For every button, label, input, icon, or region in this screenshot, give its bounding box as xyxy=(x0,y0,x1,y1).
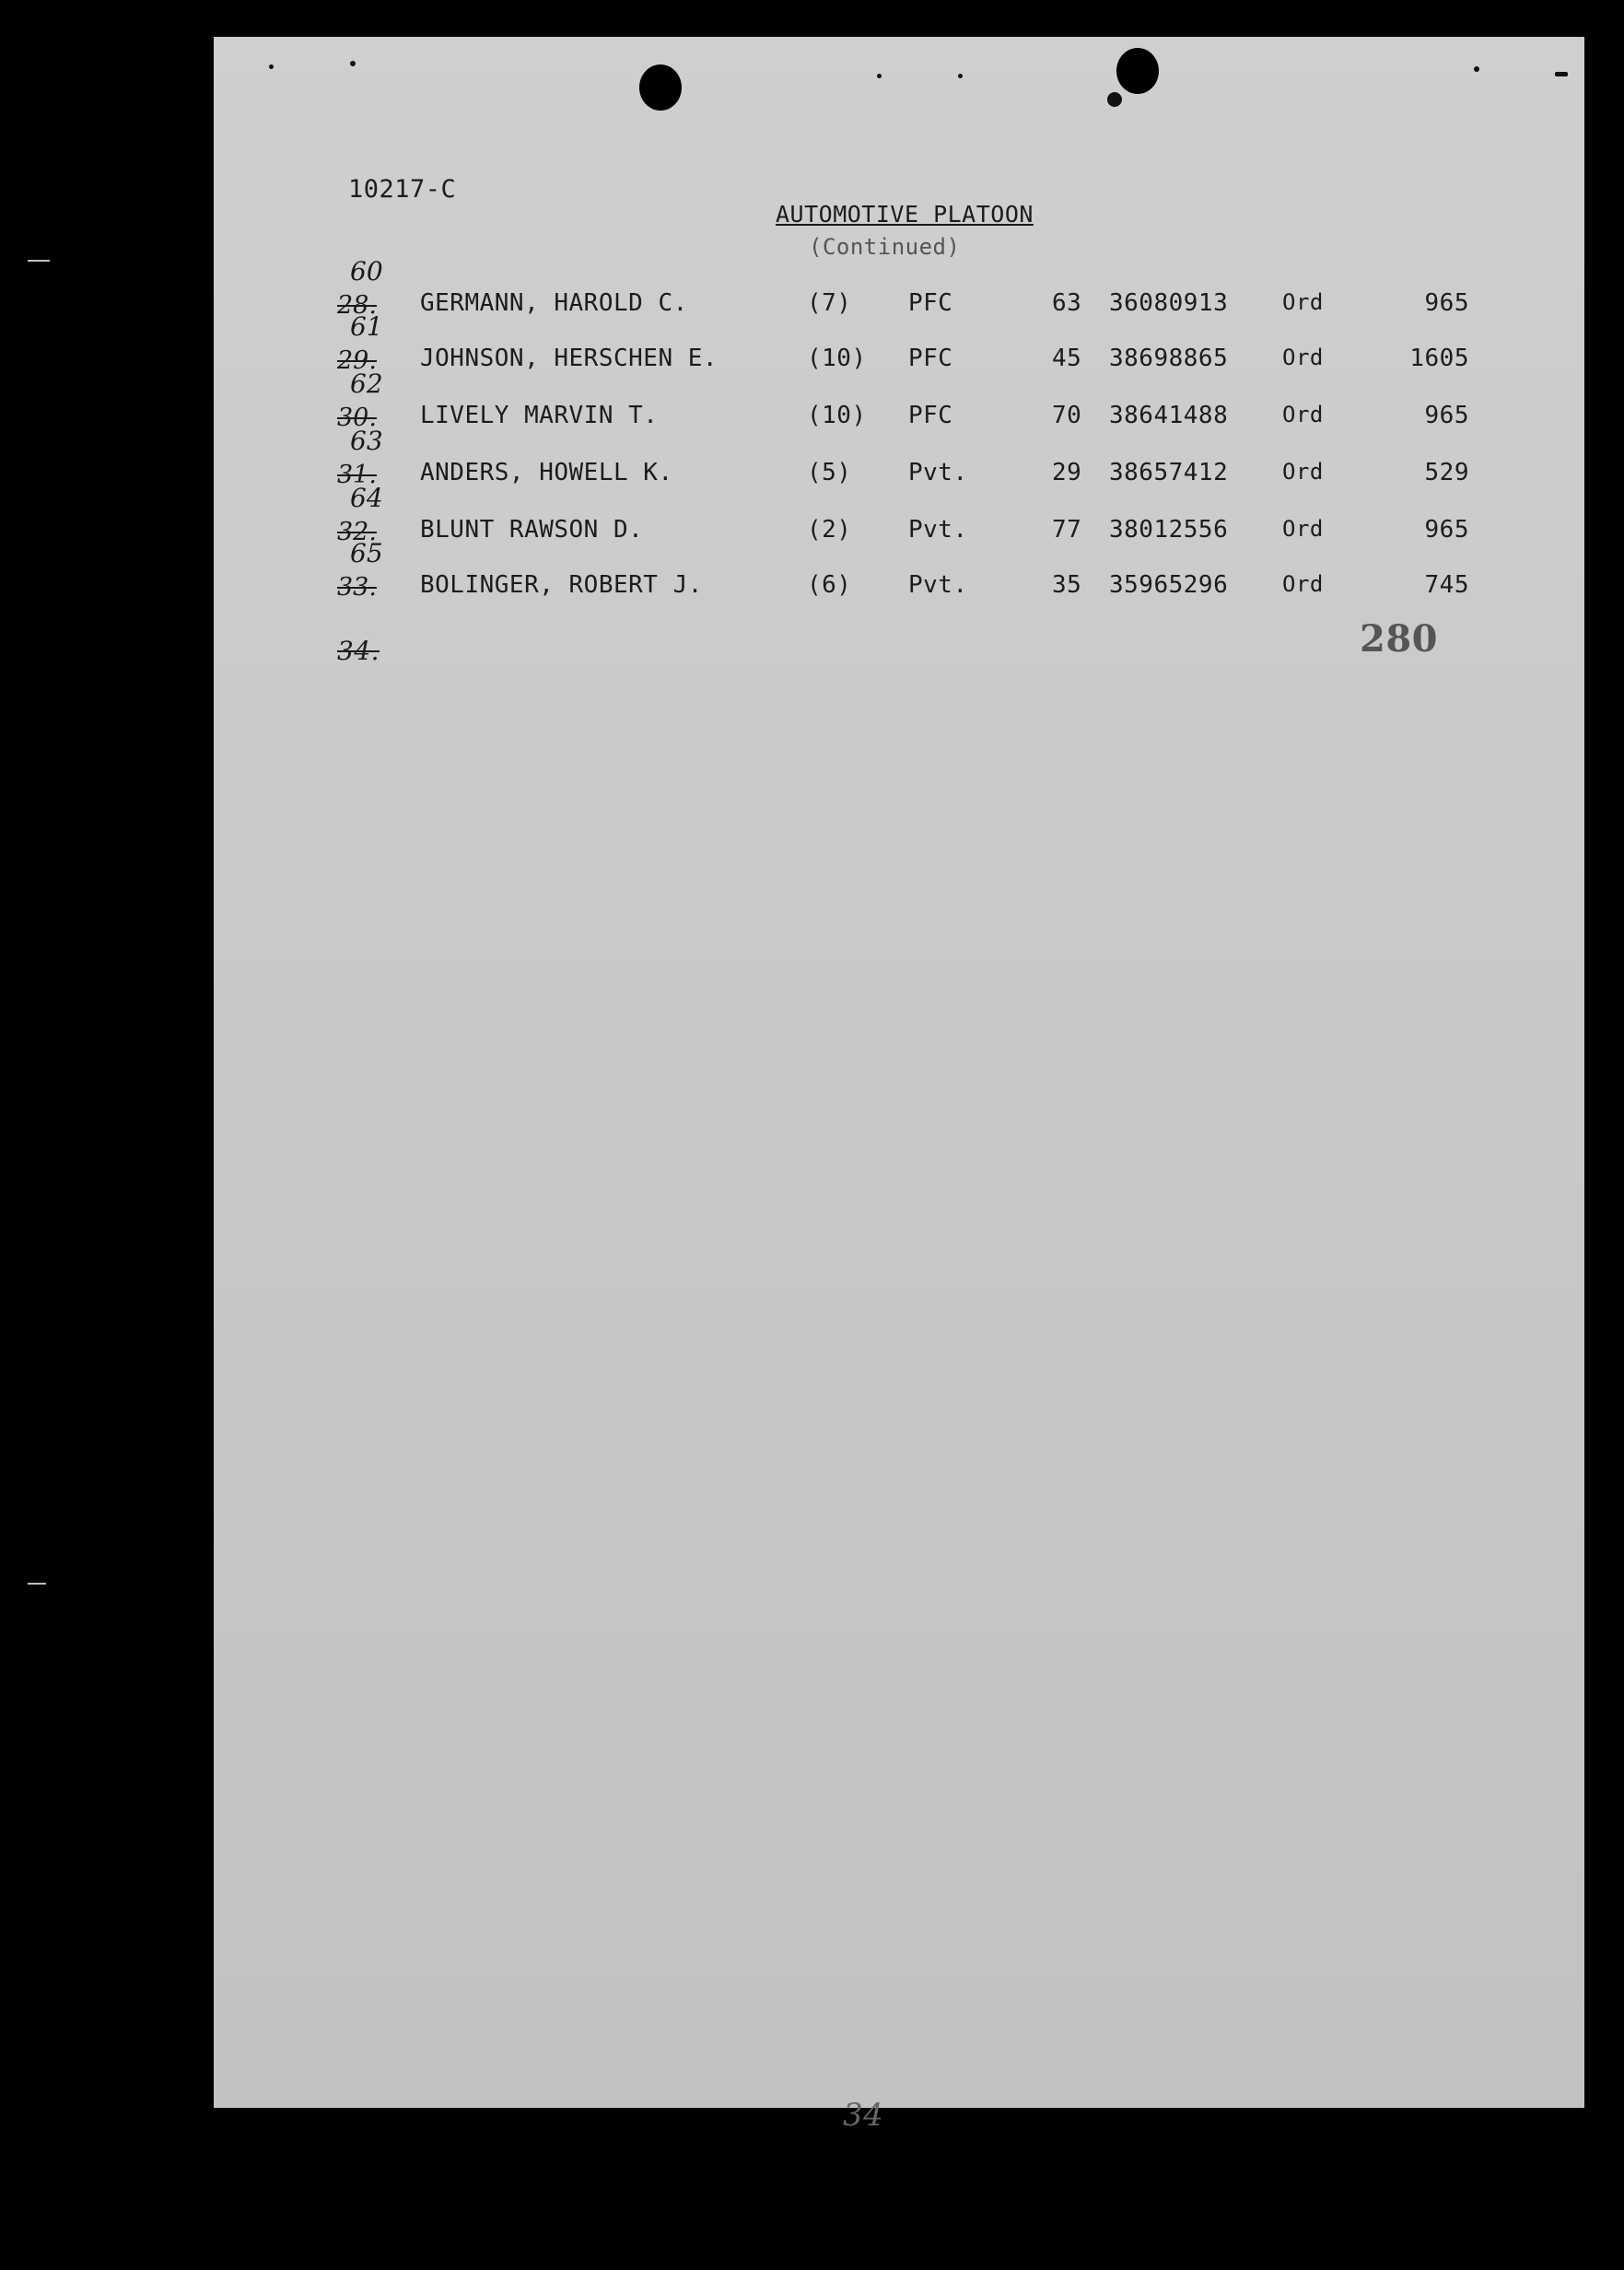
amount: 965 xyxy=(1424,516,1469,544)
serial-number: 38012556 xyxy=(1109,516,1229,544)
amount: 745 xyxy=(1424,571,1469,599)
age: 77 xyxy=(1052,516,1082,544)
soldier-name: LIVELY MARVIN T. xyxy=(420,402,659,429)
page-number: 34 xyxy=(843,2097,884,2134)
department: Ord xyxy=(1282,571,1324,597)
soldier-name: GERMANN, HAROLD C. xyxy=(420,289,688,317)
age: 29 xyxy=(1052,459,1082,486)
amount: 965 xyxy=(1424,289,1469,317)
document-subtitle: (Continued) xyxy=(809,234,961,260)
old-line-number: 32. xyxy=(337,518,377,546)
serial-number: 38641488 xyxy=(1109,402,1229,429)
speck xyxy=(958,74,963,78)
amount: 965 xyxy=(1424,402,1469,429)
roster-row xyxy=(0,483,1624,553)
group-number: (6) xyxy=(807,571,852,599)
roster-row xyxy=(0,311,1624,381)
roster-row xyxy=(0,426,1624,496)
rank: PFC xyxy=(908,289,953,317)
edge-mark xyxy=(28,1583,46,1585)
speck xyxy=(1474,66,1479,72)
new-line-number: 62 xyxy=(350,369,383,399)
file-number: 10217-C xyxy=(348,175,457,204)
edge-mark xyxy=(28,260,50,262)
speck xyxy=(1555,72,1568,76)
roster-row xyxy=(0,256,1624,326)
total-stamp: 280 xyxy=(1360,617,1438,661)
punch-hole xyxy=(639,64,682,111)
department: Ord xyxy=(1282,289,1324,315)
serial-number: 36080913 xyxy=(1109,289,1229,317)
old-line-number: 28. xyxy=(337,291,377,320)
roster-row xyxy=(0,369,1624,439)
new-line-number: 65 xyxy=(350,538,383,568)
age: 70 xyxy=(1052,402,1082,429)
speck xyxy=(350,61,356,66)
unused-line-number: 34. xyxy=(337,636,380,666)
speck xyxy=(1107,92,1122,107)
department: Ord xyxy=(1282,459,1324,485)
serial-number: 35965296 xyxy=(1109,571,1229,599)
amount: 529 xyxy=(1424,459,1469,486)
department: Ord xyxy=(1282,402,1324,427)
speck xyxy=(877,74,882,78)
new-line-number: 63 xyxy=(350,426,383,456)
rank: Pvt. xyxy=(908,571,968,599)
rank: Pvt. xyxy=(908,459,968,486)
roster-row xyxy=(0,538,1624,608)
punch-hole xyxy=(1116,48,1159,94)
department: Ord xyxy=(1282,516,1324,542)
old-line-number: 29. xyxy=(337,346,377,375)
age: 45 xyxy=(1052,345,1082,372)
age: 63 xyxy=(1052,289,1082,317)
rank: Pvt. xyxy=(908,516,968,544)
soldier-name: BOLINGER, ROBERT J. xyxy=(420,571,703,599)
rank: PFC xyxy=(908,402,953,429)
serial-number: 38657412 xyxy=(1109,459,1229,486)
soldier-name: BLUNT RAWSON D. xyxy=(420,516,644,544)
speck xyxy=(269,64,274,69)
group-number: (10) xyxy=(807,345,867,372)
age: 35 xyxy=(1052,571,1082,599)
department: Ord xyxy=(1282,345,1324,370)
old-line-number: 31. xyxy=(337,461,377,489)
group-number: (10) xyxy=(807,402,867,429)
serial-number: 38698865 xyxy=(1109,345,1229,372)
amount: 1605 xyxy=(1409,345,1469,372)
group-number: (2) xyxy=(807,516,852,544)
soldier-name: JOHNSON, HERSCHEN E. xyxy=(420,345,719,372)
old-line-number: 30. xyxy=(337,404,377,432)
soldier-name: ANDERS, HOWELL K. xyxy=(420,459,673,486)
new-line-number: 60 xyxy=(350,256,383,287)
group-number: (5) xyxy=(807,459,852,486)
group-number: (7) xyxy=(807,289,852,317)
new-line-number: 64 xyxy=(350,483,383,513)
new-line-number: 61 xyxy=(350,311,383,342)
old-line-number: 33. xyxy=(337,573,377,602)
document-title: AUTOMOTIVE PLATOON xyxy=(776,201,1034,228)
rank: PFC xyxy=(908,345,953,372)
